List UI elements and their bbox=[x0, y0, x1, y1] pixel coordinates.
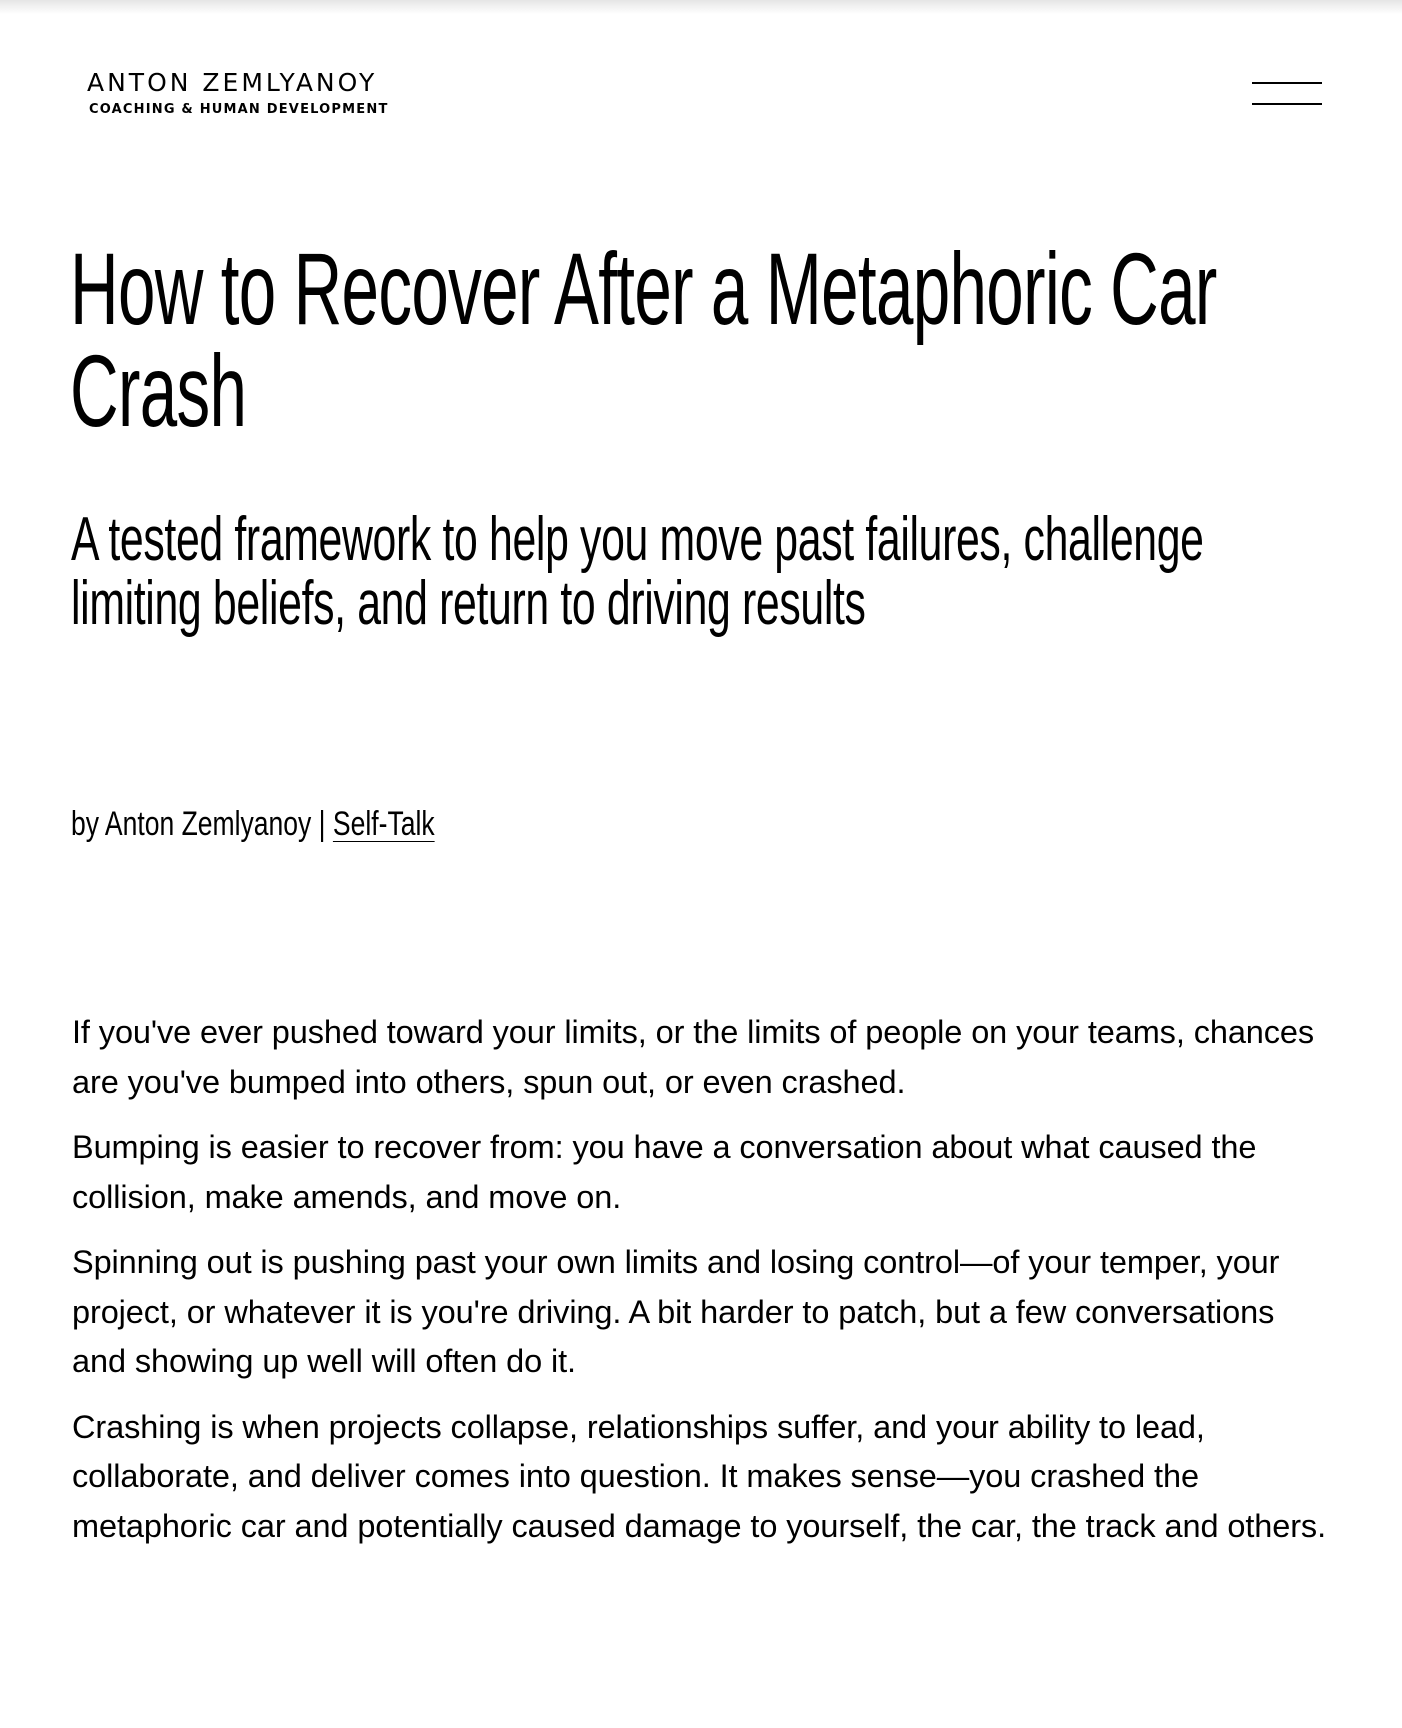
article-body bbox=[72, 1008, 1334, 1567]
site-logo[interactable] bbox=[87, 68, 389, 118]
article-title: How to Recover After a Metaphoric Car Crash bbox=[70, 232, 1217, 448]
article-subtitle: A tested framework to help you move past failures, challenge limiting beliefs, and return to driving results bbox=[71, 505, 1204, 638]
hamburger-menu-icon[interactable] bbox=[1250, 78, 1324, 108]
category-link[interactable]: Self-Talk bbox=[332, 805, 435, 843]
article-paragraph: If you've ever pushed toward your limits, or the limits of people on your teams, chances are you've bumped into others, spun out, or even crashed. bbox=[72, 1014, 1315, 1100]
article-byline bbox=[71, 804, 435, 844]
article-paragraph: Bumping is easier to recover from: you have a conversation about what caused the collision, make amends, and move on. bbox=[72, 1129, 1257, 1215]
site-header bbox=[0, 0, 1402, 160]
logo-name: ANTON ZEMLYANOY bbox=[87, 68, 378, 97]
menu-bar-top bbox=[1252, 82, 1322, 84]
logo-tagline: COACHING & HUMAN DEVELOPMENT bbox=[89, 102, 389, 117]
byline-author: by Anton Zemlyanoy | bbox=[71, 805, 333, 843]
article-paragraph: Spinning out is pushing past your own limits and losing control—of your temper, your project, or whatever it is you're driving. A bit harder to patch, but a few conversations and showing up well will often do it. bbox=[72, 1244, 1280, 1379]
menu-bar-bottom bbox=[1252, 103, 1322, 105]
article-paragraph: Crashing is when projects collapse, relationships suffer, and your ability to lead, collaborate, and deliver comes into question. It makes sense—you crashed the metaphoric car and potentially caused damage to yourself, the car, the track and others. bbox=[72, 1408, 1327, 1544]
